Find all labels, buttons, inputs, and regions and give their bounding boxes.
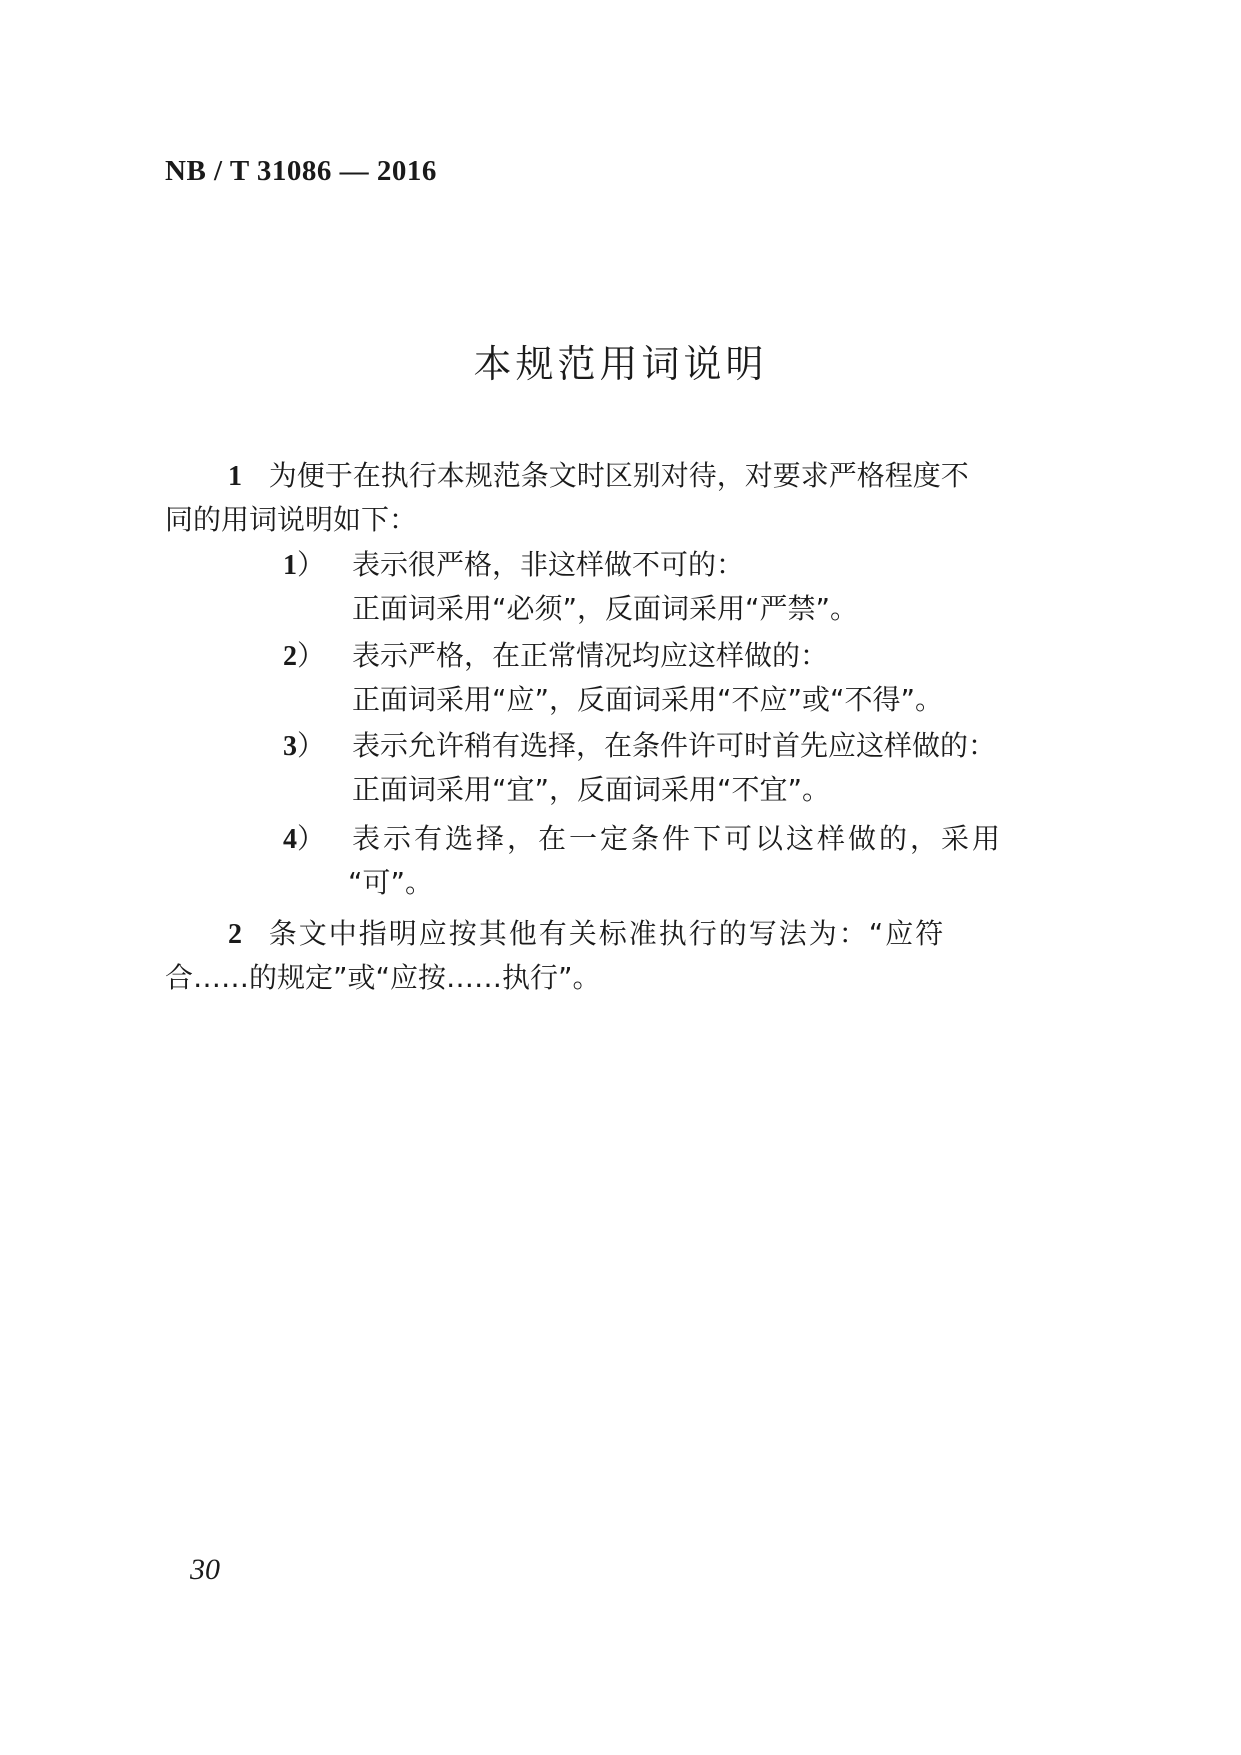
page-number: 30 (190, 1553, 220, 1586)
clause-2-text-1: 条文中指明应按其他有关标准执行的写法为：“应符 (268, 917, 946, 950)
item-4-paren: ） (297, 822, 326, 855)
item-1-line-2: 正面词采用“必须”，反面词采用“严禁”。 (352, 592, 859, 625)
item-1-digit: 1 (283, 550, 297, 581)
item-4-line-1: 表示有选择，在一定条件下可以这样做的，采用 (352, 822, 1004, 855)
clause-1-line-2: 同的用词说明如下： (165, 503, 418, 536)
clause-1-number: 1 (228, 461, 242, 492)
item-2-number (283, 634, 325, 679)
clause-2-line-2: 合……的规定”或“应按……执行”。 (165, 961, 601, 994)
clause-1-line-1 (228, 454, 969, 499)
item-3-number (283, 724, 325, 769)
item-3-digit: 3 (283, 731, 297, 762)
item-3-line-1: 表示允许稍有选择，在条件许可时首先应这样做的： (352, 729, 997, 762)
item-3-paren: ） (297, 729, 326, 762)
item-2-digit: 2 (283, 641, 297, 672)
item-1-paren: ） (297, 548, 326, 581)
item-2-line-1: 表示严格，在正常情况均应这样做的： (352, 639, 829, 672)
item-3-line-2: 正面词采用“宜”，反面词采用“不宜”。 (352, 773, 831, 806)
clause-1-text-1: 为便于在执行本规范条文时区别对待，对要求严格程度不 (268, 459, 969, 492)
standard-code-header: NB / T 31086 — 2016 (165, 155, 437, 187)
item-4-digit: 4 (283, 824, 297, 855)
item-1-number (283, 543, 325, 588)
clause-2-line-1 (228, 912, 945, 957)
item-2-paren: ） (297, 639, 326, 672)
item-4-number (283, 817, 325, 862)
clause-2-number: 2 (228, 919, 242, 950)
page-title: 本规范用词说明 (473, 342, 768, 386)
item-2-line-2: 正面词采用“应”，反面词采用“不应”或“不得”。 (352, 683, 944, 716)
item-4-line-2: “可”。 (348, 866, 434, 899)
item-1-line-1: 表示很严格，非这样做不可的： (352, 548, 745, 581)
